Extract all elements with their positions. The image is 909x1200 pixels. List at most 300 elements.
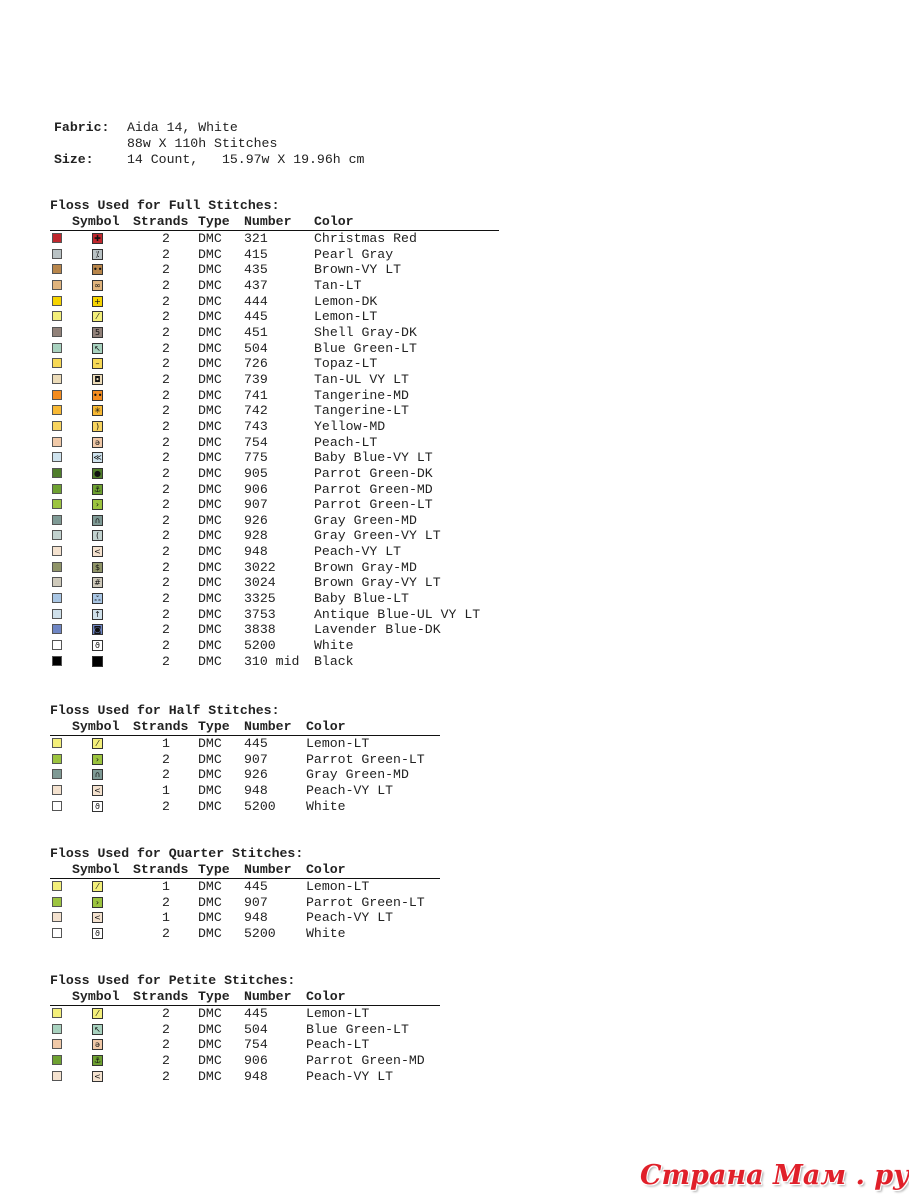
strands-cell: 2 (162, 1006, 170, 1021)
header-symbol: Symbol (72, 214, 120, 229)
stitch-symbol-icon: ⁄ (92, 881, 103, 892)
table-row (50, 419, 499, 435)
strands-cell: 2 (162, 591, 170, 607)
type-cell: DMC (198, 879, 222, 894)
color-name-cell: Lemon-LT (314, 309, 378, 325)
table-row (50, 895, 440, 911)
number-cell: 3325 (244, 591, 276, 607)
table-row (50, 528, 499, 544)
header-type: Type (198, 214, 230, 229)
number-cell: 742 (244, 403, 268, 419)
color-swatch (52, 897, 62, 907)
color-name-cell: Gray Green-MD (306, 767, 409, 783)
type-cell: DMC (198, 910, 222, 926)
strands-cell: 2 (162, 293, 170, 309)
table-body (50, 736, 440, 814)
color-name-cell: Brown-VY LT (314, 262, 402, 278)
color-name-cell: Tangerine-MD (314, 387, 409, 403)
strands-cell: 2 (162, 309, 170, 325)
stitch-symbol-icon: ≪ (93, 453, 102, 463)
stitch-symbol-icon: ↖ (92, 1024, 103, 1035)
number-cell: 754 (244, 434, 268, 450)
stitch-symbol-icon: ϑ (92, 928, 103, 939)
color-name-cell: Lemon-LT (306, 879, 370, 894)
strands-cell: 1 (162, 736, 170, 751)
number-cell: 415 (244, 246, 268, 262)
type-cell: DMC (198, 371, 222, 387)
number-cell: 310 mid (244, 653, 300, 669)
color-swatch (52, 881, 62, 891)
number-cell: 948 (244, 910, 268, 926)
number-cell: 445 (244, 736, 268, 751)
stitch-symbol-icon: ⁄ (92, 1008, 103, 1019)
strands-cell: 2 (162, 340, 170, 356)
color-swatch (52, 343, 62, 353)
number-cell: 739 (244, 371, 268, 387)
color-name-cell: Pearl Gray (314, 246, 394, 262)
stitch-symbol-icon: ⚓ (93, 1055, 102, 1065)
table-row (50, 262, 499, 278)
type-cell: DMC (198, 622, 222, 638)
stitch-symbol-icon: ↑ (92, 609, 103, 620)
strands-cell: 2 (162, 622, 170, 638)
number-cell: 926 (244, 512, 268, 528)
strands-cell: 2 (162, 497, 170, 513)
type-cell: DMC (198, 575, 222, 591)
header-type: Type (198, 719, 230, 734)
strands-cell: 2 (162, 528, 170, 544)
table-row (50, 356, 499, 372)
type-cell: DMC (198, 340, 222, 356)
color-name-cell: Topaz-LT (314, 356, 378, 372)
color-name-cell: Baby Blue-LT (314, 591, 409, 607)
header-strands: Strands (133, 862, 189, 877)
color-name-cell: Parrot Green-MD (314, 481, 433, 497)
strands-cell: 2 (162, 653, 170, 669)
color-swatch (52, 1008, 62, 1018)
strands-cell: 2 (162, 925, 170, 941)
fabric-value: Aida 14, White (127, 120, 238, 135)
stitch-symbol-icon: < (92, 1071, 103, 1082)
table-body (50, 879, 440, 942)
color-name-cell: Gray Green-MD (314, 512, 417, 528)
number-cell: 948 (244, 1068, 268, 1084)
table-header (50, 989, 440, 1006)
type-cell: DMC (198, 591, 222, 607)
strands-cell: 2 (162, 481, 170, 497)
table-row (50, 1037, 440, 1053)
number-cell: 928 (244, 528, 268, 544)
strands-cell: 2 (162, 434, 170, 450)
number-cell: 321 (244, 231, 268, 246)
table-row (50, 435, 499, 451)
color-name-cell: White (314, 638, 354, 654)
section-title: Floss Used for Petite Stitches: (50, 973, 296, 988)
color-swatch (52, 546, 62, 556)
table-row (50, 1069, 440, 1085)
table-row (50, 325, 499, 341)
table-row (50, 450, 499, 466)
stitch-symbol-icon: ◙ (93, 625, 102, 635)
stitch-symbol-icon: ✚ (92, 233, 103, 244)
stitch-symbol-icon: •• (93, 390, 103, 400)
header-color: Color (306, 989, 346, 1004)
number-cell: 445 (244, 1006, 268, 1021)
type-cell: DMC (198, 387, 222, 403)
stitch-symbol-icon: ✳ (92, 405, 103, 416)
color-swatch (52, 421, 62, 431)
table-row (50, 341, 499, 357)
table-row (50, 622, 499, 638)
table-header (50, 862, 440, 879)
color-swatch (52, 499, 62, 509)
table-row (50, 1006, 440, 1022)
strands-cell: 1 (162, 879, 170, 894)
strands-cell: 2 (162, 387, 170, 403)
table-row (50, 879, 440, 895)
full-stitches-section (50, 198, 499, 669)
table-row (50, 926, 440, 942)
type-cell: DMC (198, 925, 222, 941)
number-cell: 445 (244, 879, 268, 894)
table-row (50, 736, 440, 752)
color-swatch (52, 609, 62, 619)
color-name-cell: White (306, 798, 346, 814)
header-color: Color (306, 862, 346, 877)
type-cell: DMC (198, 277, 222, 293)
color-swatch (52, 374, 62, 384)
type-cell: DMC (198, 497, 222, 513)
stitch-symbol-icon: ⁒ (92, 249, 103, 260)
color-name-cell: Tan-LT (314, 277, 362, 293)
stitch-symbol-icon: < (92, 546, 103, 557)
color-swatch (52, 515, 62, 525)
type-cell: DMC (198, 356, 222, 372)
color-swatch (52, 327, 62, 337)
strands-cell: 2 (162, 751, 170, 767)
color-swatch (52, 296, 62, 306)
stitch-symbol-icon: ( (92, 530, 103, 541)
table-row (50, 575, 499, 591)
color-swatch (52, 264, 62, 274)
size-label: Size: (54, 152, 94, 167)
number-cell: 906 (244, 481, 268, 497)
stitch-symbol-icon: ■ (93, 656, 102, 666)
color-name-cell: Baby Blue-VY LT (314, 450, 433, 466)
color-name-cell: Parrot Green-LT (314, 497, 433, 513)
number-cell: 444 (244, 293, 268, 309)
color-name-cell: Peach-VY LT (306, 910, 394, 926)
strands-cell: 2 (162, 606, 170, 622)
strands-cell: 2 (162, 1068, 170, 1084)
type-cell: DMC (198, 262, 222, 278)
number-cell: 504 (244, 340, 268, 356)
strands-cell: 2 (162, 231, 170, 246)
section-title: Floss Used for Full Stitches: (50, 198, 280, 213)
table-row (50, 482, 499, 498)
type-cell: DMC (198, 736, 222, 751)
color-swatch (52, 785, 62, 795)
stitch-symbol-icon: ∩ (92, 769, 103, 780)
strands-cell: 2 (162, 1037, 170, 1053)
number-cell: 3838 (244, 622, 276, 638)
strands-cell: 2 (162, 450, 170, 466)
stitch-count-value: 88w X 110h Stitches (127, 136, 278, 151)
table-row (50, 403, 499, 419)
color-name-cell: Tangerine-LT (314, 403, 409, 419)
color-name-cell: Lemon-LT (306, 736, 370, 751)
type-cell: DMC (198, 1068, 222, 1084)
number-cell: 741 (244, 387, 268, 403)
color-swatch (52, 484, 62, 494)
color-swatch (52, 405, 62, 415)
stitch-symbol-icon: ↖ (92, 343, 103, 354)
strands-cell: 2 (162, 767, 170, 783)
table-row (50, 513, 499, 529)
color-name-cell: Peach-VY LT (306, 1068, 394, 1084)
stitch-symbol-icon: ● (92, 468, 103, 479)
table-header (50, 214, 499, 231)
type-cell: DMC (198, 798, 222, 814)
header-type: Type (198, 862, 230, 877)
type-cell: DMC (198, 309, 222, 325)
table-row (50, 309, 499, 325)
color-swatch (52, 233, 62, 243)
type-cell: DMC (198, 481, 222, 497)
quarter-stitches-section (50, 846, 440, 942)
color-swatch (52, 801, 62, 811)
type-cell: DMC (198, 544, 222, 560)
strands-cell: 2 (162, 277, 170, 293)
strands-cell: 2 (162, 324, 170, 340)
stitch-symbol-icon: ஃ (92, 593, 103, 604)
section-title: Floss Used for Half Stitches: (50, 703, 280, 718)
table-row (50, 607, 499, 623)
type-cell: DMC (198, 465, 222, 481)
color-name-cell: Yellow-MD (314, 418, 386, 434)
strands-cell: 2 (162, 512, 170, 528)
number-cell: 743 (244, 418, 268, 434)
stitch-symbol-icon: ∞ (92, 280, 103, 291)
table-body (50, 231, 499, 669)
type-cell: DMC (198, 751, 222, 767)
table-row (50, 1022, 440, 1038)
type-cell: DMC (198, 653, 222, 669)
color-name-cell: Brown Gray-VY LT (314, 575, 441, 591)
table-header (50, 719, 440, 736)
table-row (50, 278, 499, 294)
stitch-symbol-icon: › (92, 897, 103, 908)
color-name-cell: Parrot Green-MD (306, 1052, 425, 1068)
header-color: Color (306, 719, 346, 734)
stitch-symbol-icon: ) (92, 421, 103, 432)
stitch-symbol-icon: ∩ (92, 515, 103, 526)
strands-cell: 2 (162, 371, 170, 387)
number-cell: 5200 (244, 638, 276, 654)
color-swatch (52, 311, 62, 321)
number-cell: 906 (244, 1052, 268, 1068)
table-row (50, 294, 499, 310)
strands-cell: 2 (162, 418, 170, 434)
number-cell: 437 (244, 277, 268, 293)
strands-cell: 2 (162, 544, 170, 560)
color-swatch (52, 738, 62, 748)
number-cell: 504 (244, 1021, 268, 1037)
table-row (50, 466, 499, 482)
stitch-symbol-icon: ə (92, 1039, 103, 1050)
color-swatch (52, 1039, 62, 1049)
stitch-symbol-icon: ϑ (92, 801, 103, 812)
color-name-cell: Peach-LT (306, 1037, 370, 1053)
strands-cell: 2 (162, 798, 170, 814)
color-swatch (52, 562, 62, 572)
type-cell: DMC (198, 1006, 222, 1021)
table-row (50, 388, 499, 404)
table-body (50, 1006, 440, 1084)
type-cell: DMC (198, 1052, 222, 1068)
table-row (50, 247, 499, 263)
color-name-cell: Brown Gray-MD (314, 559, 417, 575)
color-name-cell: Black (314, 653, 354, 669)
type-cell: DMC (198, 559, 222, 575)
color-name-cell: Christmas Red (314, 231, 417, 246)
table-row (50, 497, 499, 513)
petite-stitches-section (50, 973, 440, 1084)
color-swatch (52, 912, 62, 922)
type-cell: DMC (198, 638, 222, 654)
strands-cell: 2 (162, 356, 170, 372)
number-cell: 3753 (244, 606, 276, 622)
color-swatch (52, 468, 62, 478)
number-cell: 726 (244, 356, 268, 372)
stitch-symbol-icon: ◘ (92, 374, 103, 385)
fabric-label: Fabric: (54, 120, 110, 135)
header-symbol: Symbol (72, 719, 120, 734)
stitch-symbol-icon: # (92, 577, 103, 588)
color-swatch (52, 577, 62, 587)
header-color: Color (314, 214, 354, 229)
header-number: Number (244, 862, 292, 877)
stitch-symbol-icon: + (92, 296, 103, 307)
color-swatch (52, 452, 62, 462)
strands-cell: 1 (162, 782, 170, 798)
color-swatch (52, 1055, 62, 1065)
color-name-cell: Gray Green-VY LT (314, 528, 441, 544)
type-cell: DMC (198, 782, 222, 798)
type-cell: DMC (198, 1037, 222, 1053)
type-cell: DMC (198, 403, 222, 419)
color-swatch (52, 1024, 62, 1034)
color-name-cell: Lemon-DK (314, 293, 378, 309)
color-swatch (52, 280, 62, 290)
color-swatch (52, 437, 62, 447)
color-swatch (52, 656, 62, 666)
size-row (54, 152, 364, 168)
stitch-symbol-icon: › (92, 754, 103, 765)
color-name-cell: Blue Green-LT (314, 340, 417, 356)
strands-cell: 2 (162, 246, 170, 262)
color-swatch (52, 928, 62, 938)
stitch-symbol-icon: $ (92, 562, 103, 573)
number-cell: 435 (244, 262, 268, 278)
header-symbol: Symbol (72, 862, 120, 877)
table-row (50, 752, 440, 768)
header-number: Number (244, 214, 292, 229)
stitch-symbol-icon: ϑ (92, 640, 103, 651)
type-cell: DMC (198, 324, 222, 340)
type-cell: DMC (198, 512, 222, 528)
header-number: Number (244, 989, 292, 1004)
table-row (50, 544, 499, 560)
color-swatch (52, 624, 62, 634)
color-name-cell: Parrot Green-LT (306, 751, 425, 767)
color-swatch (52, 754, 62, 764)
type-cell: DMC (198, 231, 222, 246)
type-cell: DMC (198, 246, 222, 262)
strands-cell: 2 (162, 262, 170, 278)
number-cell: 754 (244, 1037, 268, 1053)
type-cell: DMC (198, 418, 222, 434)
table-row (50, 910, 440, 926)
site-watermark: Страна Мам . ру (640, 1160, 909, 1191)
number-cell: 948 (244, 782, 268, 798)
type-cell: DMC (198, 528, 222, 544)
type-cell: DMC (198, 606, 222, 622)
color-name-cell: Peach-VY LT (306, 782, 394, 798)
number-cell: 907 (244, 894, 268, 910)
header-strands: Strands (133, 214, 189, 229)
stitch-symbol-icon: •• (93, 265, 103, 275)
number-cell: 451 (244, 324, 268, 340)
strands-cell: 2 (162, 403, 170, 419)
type-cell: DMC (198, 767, 222, 783)
strands-cell: 2 (162, 1052, 170, 1068)
fabric-row (54, 120, 364, 136)
stitch-symbol-icon: ⁄ (92, 738, 103, 749)
color-swatch (52, 1071, 62, 1081)
type-cell: DMC (198, 434, 222, 450)
color-name-cell: Antique Blue-UL VY LT (314, 606, 481, 622)
color-name-cell: Parrot Green-LT (306, 894, 425, 910)
type-cell: DMC (198, 450, 222, 466)
color-name-cell: Lavender Blue-DK (314, 622, 441, 638)
color-name-cell: White (306, 925, 346, 941)
type-cell: DMC (198, 894, 222, 910)
stitch-count-row (54, 136, 364, 152)
table-row (50, 654, 499, 670)
number-cell: 926 (244, 767, 268, 783)
header-number: Number (244, 719, 292, 734)
stitch-symbol-icon: < (92, 785, 103, 796)
strands-cell: 1 (162, 910, 170, 926)
color-swatch (52, 249, 62, 259)
header-symbol: Symbol (72, 989, 120, 1004)
number-cell: 5200 (244, 798, 276, 814)
color-swatch (52, 593, 62, 603)
stitch-symbol-icon: › (92, 499, 103, 510)
table-row (50, 638, 499, 654)
strands-cell: 2 (162, 894, 170, 910)
color-swatch (52, 769, 62, 779)
number-cell: 948 (244, 544, 268, 560)
color-swatch (52, 530, 62, 540)
strands-cell: 2 (162, 559, 170, 575)
header-strands: Strands (133, 989, 189, 1004)
number-cell: 907 (244, 751, 268, 767)
table-row (50, 560, 499, 576)
color-name-cell: Lemon-LT (306, 1006, 370, 1021)
stitch-symbol-icon: – (92, 358, 103, 369)
